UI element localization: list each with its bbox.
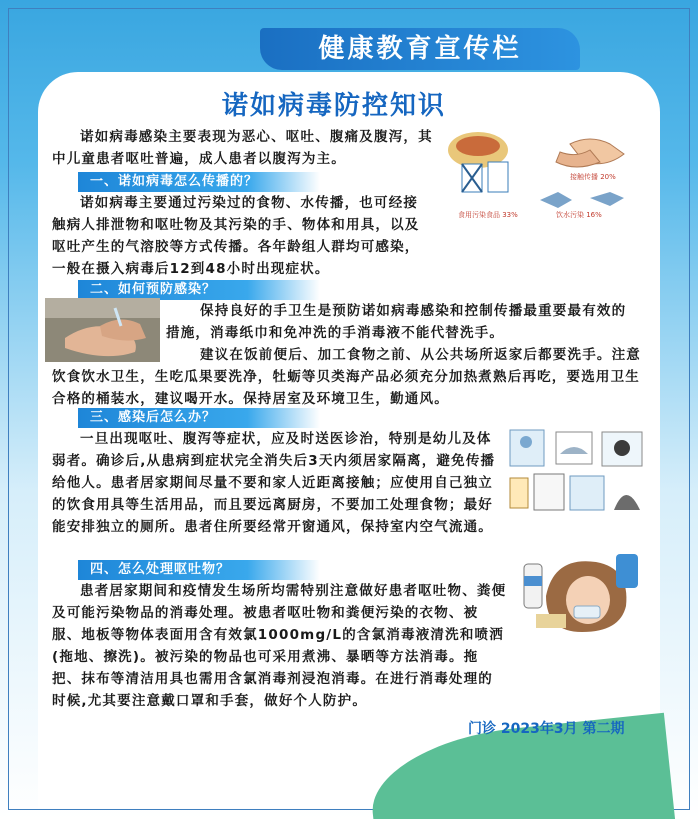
section-text-1: 诺如病毒主要通过污染过的食物、水传播，也可经接触病人排泄物和呕吐物及其污染的手、物体和用具，以及呕吐产生的气溶胶等方式传播。各年龄组人群均可感染，一般在摄入病毒后12到48小时出现症状。 [52, 195, 420, 277]
section-heading-1: 一、诺如病毒怎么传播的？ [78, 172, 320, 192]
footer-issue: 门诊 2023年3月 第二期 [468, 721, 625, 737]
page-title: 诺如病毒防控知识 [222, 91, 447, 121]
banner-title: 健康教育宣传栏 [260, 28, 580, 70]
intro-paragraph: 诺如病毒感染主要表现为恶心、呕吐、腹痛及腹泻，其中儿童患者呕吐普遍，成人患者以腹泻为主。 [52, 129, 433, 167]
section-heading-4: 四、怎么处理呕吐物？ [78, 560, 320, 580]
caption-water: 饮水污染 16% [556, 211, 602, 219]
section-text-4: 患者居家期间和疫情发生场所均需特别注意做好患者呕吐物、粪便及可能污染物品的消毒处理。被患者呕吐物和粪便污染的衣物、被服、地板等物体表面用含有效氯1000mg/L的含氯消毒液清洗和喷洒(拖地、擦洗)。被污染的物品也可采用煮沸、暴晒等方法消毒。拖把、抹布等清洁用具也需用含氯消毒剂浸泡消毒。在进行消毒处理的时候,尤其要注意戴口罩和手套，做好个人防护。 [52, 583, 507, 709]
section-text-2a: 保持良好的手卫生是预防诺如病毒感染和控制传播最重要最有效的措施，消毒纸巾和免冲洗的手消毒液不能代替洗手。 [166, 303, 627, 341]
section-text-2b: 建议在饭前便后、加工食物之前、从公共场所返家后都要洗手。注意饮食饮水卫生，生吃瓜果要洗净，牡蛎等贝类海产品必须充分加热煮熟后再吃，要选用卫生合格的桶装水，建议喝开水。保持居室及环境卫生，勤通风。 [52, 347, 641, 407]
caption-contact: 接触传播 20% [570, 173, 616, 181]
caption-food: 食用污染食品 33% [458, 211, 518, 219]
section-heading-3: 三、感染后怎么办？ [78, 408, 320, 428]
isolation-illustration [506, 426, 646, 516]
section-heading-2: 二、如何预防感染？ [78, 280, 320, 300]
section-text-3: 一旦出现呕吐、腹泻等症状，应及时送医诊治，特别是幼儿及体弱者。确诊后,从患病到症状完全消失后3天内须居家隔离，避免传播给他人。患者居家期间尽量不要和家人近距离接触；应使用自己独立的饮食用具等生活用品，而且要远离厨房，不要加工处理食物；最好能安排独立的厕所。患者住所要经常开窗通风，保持室内空气流通。 [52, 431, 496, 535]
vomit-cleanup-illustration [516, 552, 642, 636]
